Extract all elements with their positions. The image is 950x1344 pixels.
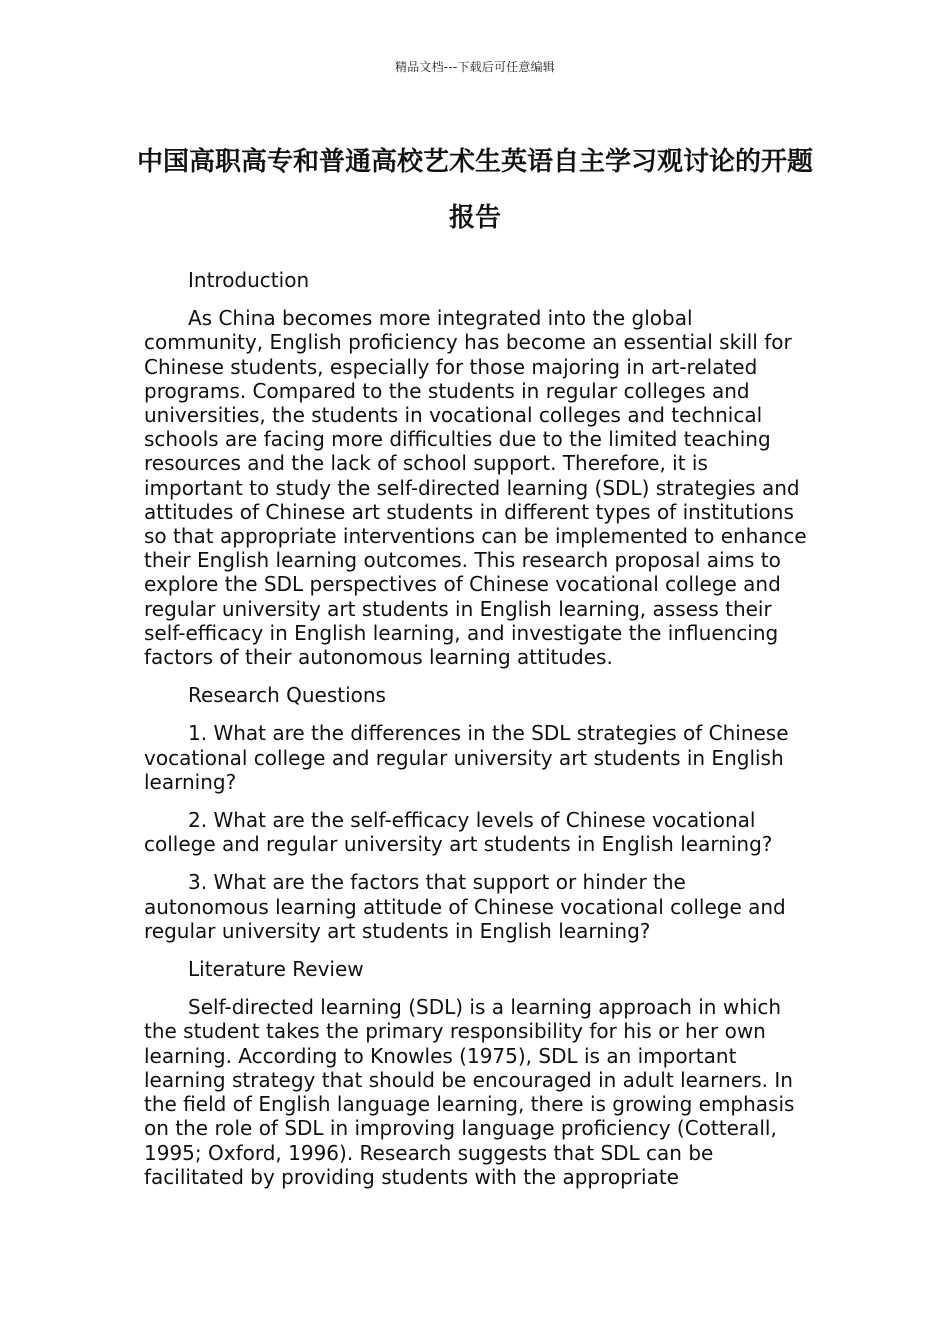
document-title: 中国高职高专和普通高校艺术生英语自主学习观讨论的开题报告 [136,147,813,233]
research-questions-heading: Research Questions [188,683,386,708]
research-question-2: 2. What are the self-efficacy levels of Chinese vocational college and regular university art students in English learning? [144,808,773,857]
literature-review-paragraph: Self-directed learning (SDL) is a learning approach in which the student takes the primary responsibility for his or her own learning. According to Knowles (1975), SDL is an important learning strategy that should be encouraged in adult learners. In the field of English language learning, there is growing emphasis on the role of SDL in improving language proficiency (Cotterall, 1995; Oxford, 1996). Research suggests that SDL can be facilitated by providing students with the appropriate [144,995,795,1189]
introduction-heading: Introduction [188,268,310,292]
literature-review-heading: Literature Review [188,957,364,982]
research-question-1: 1. What are the differences in the SDL strategies of Chinese vocational college and regular university art students in English learning? [144,721,789,794]
header-note: 精品文档---下载后可任意编辑 [395,60,555,74]
research-question-3: 3. What are the factors that support or hinder the autonomous learning attitude of Chinese vocational college and regular university art students in English learning? [144,870,786,943]
introduction-paragraph: As China becomes more integrated into the global community, English proficiency has become an essential skill for Chinese students, especially for those majoring in art-related programs. Compared to the students in regular colleges and universities, the students in vocational colleges and technical schools are facing more difficulties due to the limited teaching resources and the lack of school support. Therefore, it is important to study the self-directed learning (SDL) strategies and attitudes of Chinese art students in different types of institutions so that appropriate interventions can be implemented to enhance their English learning outcomes. This research proposal aims to explore the SDL perspectives of Chinese vocational college and regular university art students in English learning, assess their self-efficacy in English learning, and investigate the influencing factors of their autonomous learning attitudes. [144,306,807,670]
document-body [144,268,808,1203]
